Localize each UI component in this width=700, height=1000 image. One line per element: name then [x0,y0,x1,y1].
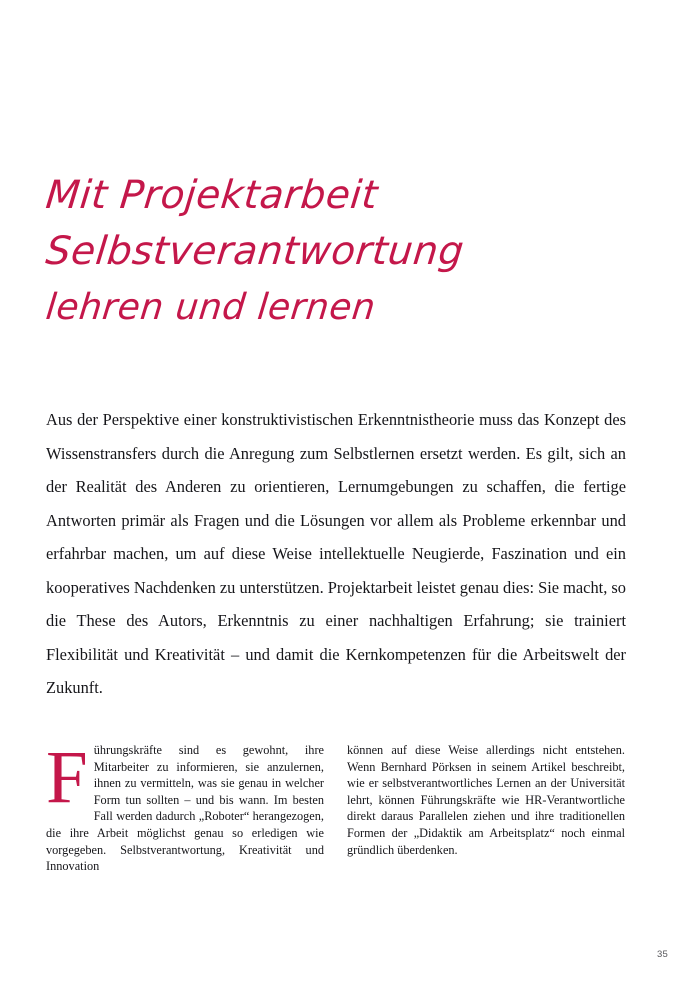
article-title-line-3: lehren und lernen [43,287,378,328]
drop-cap: F [46,736,88,819]
article-title-line-2: Selbstverantwortung [43,229,467,274]
body-column-right [347,742,625,875]
article-title [43,168,646,336]
body-column-left [46,736,324,875]
body-columns [46,736,626,875]
lead-paragraph: Aus der Perspektive einer konstruktivistischen Erkenntnistheorie muss das Konzept des Wissenstransfers durch die Anregung zum Selbstlernen ersetzt werden. Es gilt, sich an der Realität des Anderen zu orientieren, Lernumgebungen zu schaffen, die fertige Antworten primär als Fragen und die Lösungen vor allem als Probleme erkennbar und erfahrbar machen, um auf diese Weise intellektuelle Neugierde, Faszination und ein kooperatives Nachdenken zu unterstützen. Projektarbeit leistet genau dies: Sie macht, so die These des Autors, Erkenntnis zu einer nachhaltigen Erfahrung; sie trainiert Flexibilität und Kreativität – und damit die Kernkompetenzen für die Arbeitswelt der Zukunft. [46,410,626,698]
page-number: 35 [657,949,668,960]
article-title-line-1: Mit Projektarbeit [43,173,381,218]
body-column-right-text: können auf diese Weise allerdings nicht entstehen. Wenn Bernhard Pörksen in seinem Artikel beschreibt, wie er selbstverantwortliches Lernen an der Universität lehrt, können Führungskräfte wie HR-Verantwortliche direkt daraus Parallelen ziehen und ihre traditionellen Formen der „Didaktik am Arbeitsplatz“ noch einmal gründlich überdenken. [347,743,625,857]
body-column-left-text: ührungskräfte sind es gewohnt, ihre Mitarbeiter zu informieren, sie anzulernen, ihnen zu vermitteln, was sie genau in welcher Form tun sollten – und bis wann. Im besten Fall werden dadurch „Roboter“ herangezogen, die ihre Arbeit möglichst genau so erledigen wie vorgegeben. Selbstverantwortung, Kreativität und Innovation [46,743,324,874]
